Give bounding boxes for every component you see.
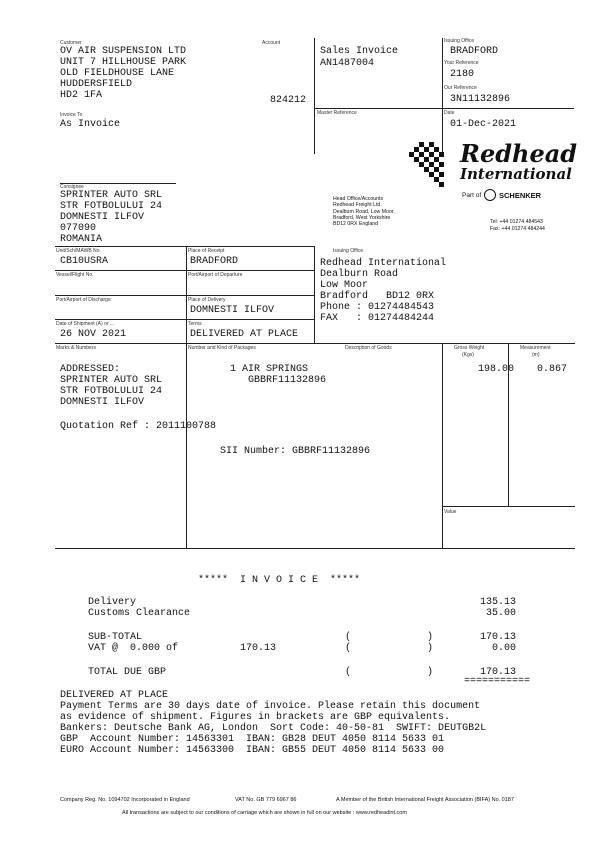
- charge-label: Delivery: [88, 597, 137, 608]
- issuing-line: Phone : 01274484543: [320, 302, 435, 313]
- head-office-fax: Fax: +44 01274 484244: [490, 226, 545, 232]
- bracket-open: (: [345, 643, 352, 654]
- package-reference: GBBRF11132896: [248, 375, 327, 386]
- divider: [55, 548, 575, 549]
- marks-line: DOMNESTI ILFOV: [60, 397, 145, 408]
- customer-line: UNIT 7 HILLHOUSE PARK: [60, 57, 187, 68]
- issuing-line: Low Moor: [320, 280, 369, 291]
- gross-weight-label: Gross Weight: [454, 345, 485, 351]
- divider: [55, 343, 575, 344]
- consignee-address: [60, 190, 162, 245]
- divider: [314, 108, 574, 109]
- issuing-office-label: Issuing Office: [444, 38, 475, 44]
- terms-block: [60, 690, 486, 756]
- consignee-line: ROMANIA: [60, 234, 103, 245]
- customer-line: OLD FIELDHOUSE LANE: [60, 68, 175, 79]
- your-ref-label: Your Reference: [444, 60, 479, 66]
- vat-amount: 0.00: [492, 643, 517, 654]
- package-description: 1 AIR SPRINGS: [230, 364, 309, 375]
- head-office-line: BD12 0RX England: [333, 221, 378, 228]
- shipped-label: Date of Shipment (A) or ...: [56, 321, 115, 327]
- customer-label: Customer: [60, 40, 82, 46]
- vat-number: VAT No. GB 779 6967 86: [235, 797, 297, 803]
- quotation-ref: Quotation Ref : 2011100788: [60, 421, 217, 432]
- divider: [55, 246, 315, 247]
- issuing-office: BRADFORD: [450, 46, 499, 57]
- customer-line: OV AIR SUSPENSION LTD: [60, 46, 187, 57]
- terms-line: Bankers: Deutsche Bank AG, London Sort Code: 40-50-81 SWIFT: DEUTGB2L: [60, 723, 487, 734]
- part-of-label: Part of: [462, 192, 482, 199]
- vat-label: VAT @ 0.000 of: [88, 643, 179, 654]
- master-ref-label: Master Reference: [317, 110, 357, 116]
- place-of-receipt: BRADFORD: [190, 256, 239, 267]
- terms-line: Payment Terms are 30 days date of invoice. Please retain this document: [60, 701, 481, 712]
- terms-label: Terms: [188, 321, 202, 327]
- bracket-close: ): [427, 632, 434, 643]
- invoice-to-label: Invoice To: [60, 112, 83, 118]
- divider: [442, 506, 575, 507]
- invoice-date: 01-Dec-2021: [450, 119, 517, 130]
- value-label: Value: [444, 509, 457, 515]
- db-schenker-emblem-icon: [484, 189, 496, 201]
- bracket-open: (: [345, 667, 352, 678]
- our-ref-label: Our Reference: [444, 85, 477, 91]
- measurement: 0.867: [537, 364, 568, 375]
- divider: [55, 270, 314, 271]
- sii-number: SII Number: GBBRF11132896: [220, 446, 371, 457]
- checkered-flag-logo-icon: [405, 140, 451, 192]
- divider: [55, 295, 314, 296]
- bracket-open: (: [345, 632, 352, 643]
- head-office-label: Head Office/Accounts: [333, 196, 384, 202]
- receipt-label: Place of Receipt: [188, 248, 225, 254]
- subtotal-amount: 170.13: [480, 632, 517, 643]
- account-number: 824212: [270, 95, 307, 106]
- date-label: Date: [444, 110, 455, 116]
- head-office-line: Redhead Freight Ltd.: [333, 202, 382, 209]
- divider: [314, 246, 315, 344]
- terms-line: DELIVERED AT PLACE: [60, 690, 169, 701]
- charge-label: Customs Clearance: [88, 608, 191, 619]
- consignee-line: STR FOTBOLULUI 24: [60, 201, 163, 212]
- account-label: Account: [262, 40, 281, 46]
- gross-weight: 198.00: [478, 364, 515, 375]
- head-office-line: Bradford, West Yorkshire: [333, 214, 391, 221]
- invoice-heading: ***** I N V O I C E *****: [198, 575, 361, 586]
- issuing-block-address: [320, 258, 446, 324]
- divider: [442, 38, 443, 154]
- charge-amount: 35.00: [486, 608, 517, 619]
- issuing-line: FAX : 01274484244: [320, 313, 435, 324]
- unit-label: Unit/Sch/MAWB No.: [56, 248, 101, 254]
- head-office-line: Dealburn Road, Low Moor,: [333, 208, 395, 215]
- customer-postcode: HD2 1FA: [60, 90, 103, 101]
- marks-line: SPRINTER AUTO SRL: [60, 375, 163, 386]
- terms-line: GBP Account Number: 14563301 IBAN: GB28 DEUT 4050 8114 5633 01: [60, 734, 445, 745]
- divider: [442, 343, 443, 548]
- bifa-membership: A Member of the British International Freight Association (BIFA) No. 0187: [336, 797, 514, 803]
- marks-label: Marks & Numbers: [56, 345, 97, 351]
- consignee-label: Consignee: [60, 184, 84, 190]
- terms-line: EURO Account Number: 14563300 IBAN: GB55 DEUT 4050 8114 5633 00: [60, 745, 445, 756]
- terms-line: as evidence of shipment. Figures in brackets are GBP equivalents.: [60, 712, 451, 723]
- vessel-label: Vessel/Flight No.: [56, 272, 94, 278]
- marks-line: STR FOTBOLULUI 24: [60, 386, 163, 397]
- marks-line: ADDRESSED:: [60, 364, 121, 375]
- head-office-address: [333, 196, 395, 227]
- customer-address: [60, 46, 186, 101]
- our-ref: 3N11132896: [450, 94, 511, 105]
- divider: [314, 38, 315, 154]
- your-ref: 2180: [450, 69, 475, 80]
- port-discharge-label: Port/Airport of Discharge: [56, 297, 111, 303]
- total-amount: 170.13: [480, 667, 517, 678]
- issuing-block-label: Issuing Office: [333, 248, 364, 254]
- consignee-line: SPRINTER AUTO SRL: [60, 190, 163, 201]
- consignee-line: DOMNESTI ILFOV: [60, 212, 145, 223]
- measurement-unit: (m): [532, 352, 540, 358]
- divider: [186, 246, 187, 548]
- bracket-close: ): [427, 643, 434, 654]
- marks-block: [60, 364, 162, 408]
- head-office-tel: Tel: +44 01274 484543: [490, 219, 543, 225]
- consignee-line: 077090: [60, 223, 97, 234]
- customer-line: HUDDERSFIELD: [60, 79, 133, 90]
- invoice-type: Sales Invoice: [320, 46, 399, 57]
- conditions-notice: All transactions are subject to our conditions of carriage which are shown in full on our website : www.redheadint.com: [122, 810, 407, 816]
- bracket-close: ): [427, 667, 434, 678]
- measurement-label: Measurement: [520, 345, 551, 351]
- unit-number: CB10USRA: [60, 256, 109, 267]
- parent-company: SCHENKER: [499, 191, 542, 200]
- delivery-place-label: Place of Delivery: [188, 297, 226, 303]
- packages-label: Number and Kind of Packages: [188, 345, 256, 351]
- issuing-line: Redhead International: [320, 258, 447, 269]
- brand-name: Redhead: [460, 139, 578, 168]
- brand-subname: International: [460, 165, 572, 183]
- invoice-to: As Invoice: [60, 119, 121, 130]
- total-label: TOTAL DUE GBP: [88, 667, 167, 678]
- delivery-terms: DELIVERED AT PLACE: [190, 329, 299, 340]
- issuing-line: Bradford BD12 0RX: [320, 291, 435, 302]
- place-of-delivery: DOMNESTI ILFOV: [190, 305, 275, 316]
- subtotal-label: SUB-TOTAL: [88, 632, 143, 643]
- shipment-date: 26 NOV 2021: [60, 329, 127, 340]
- description-label: Description of Goods: [345, 345, 392, 351]
- divider: [55, 319, 314, 320]
- gross-weight-unit: (Kgs): [462, 352, 474, 358]
- invoice-number: AN1487004: [320, 58, 375, 69]
- company-reg: Company Reg. No. 1094702 Incorporated in England: [60, 797, 190, 803]
- port-departure-label: Port/Airport of Departure: [188, 272, 243, 278]
- issuing-line: Dealburn Road: [320, 269, 399, 280]
- total-double-rule: ===========: [464, 676, 531, 687]
- vat-base: 170.13: [240, 643, 277, 654]
- charge-amount: 135.13: [480, 597, 517, 608]
